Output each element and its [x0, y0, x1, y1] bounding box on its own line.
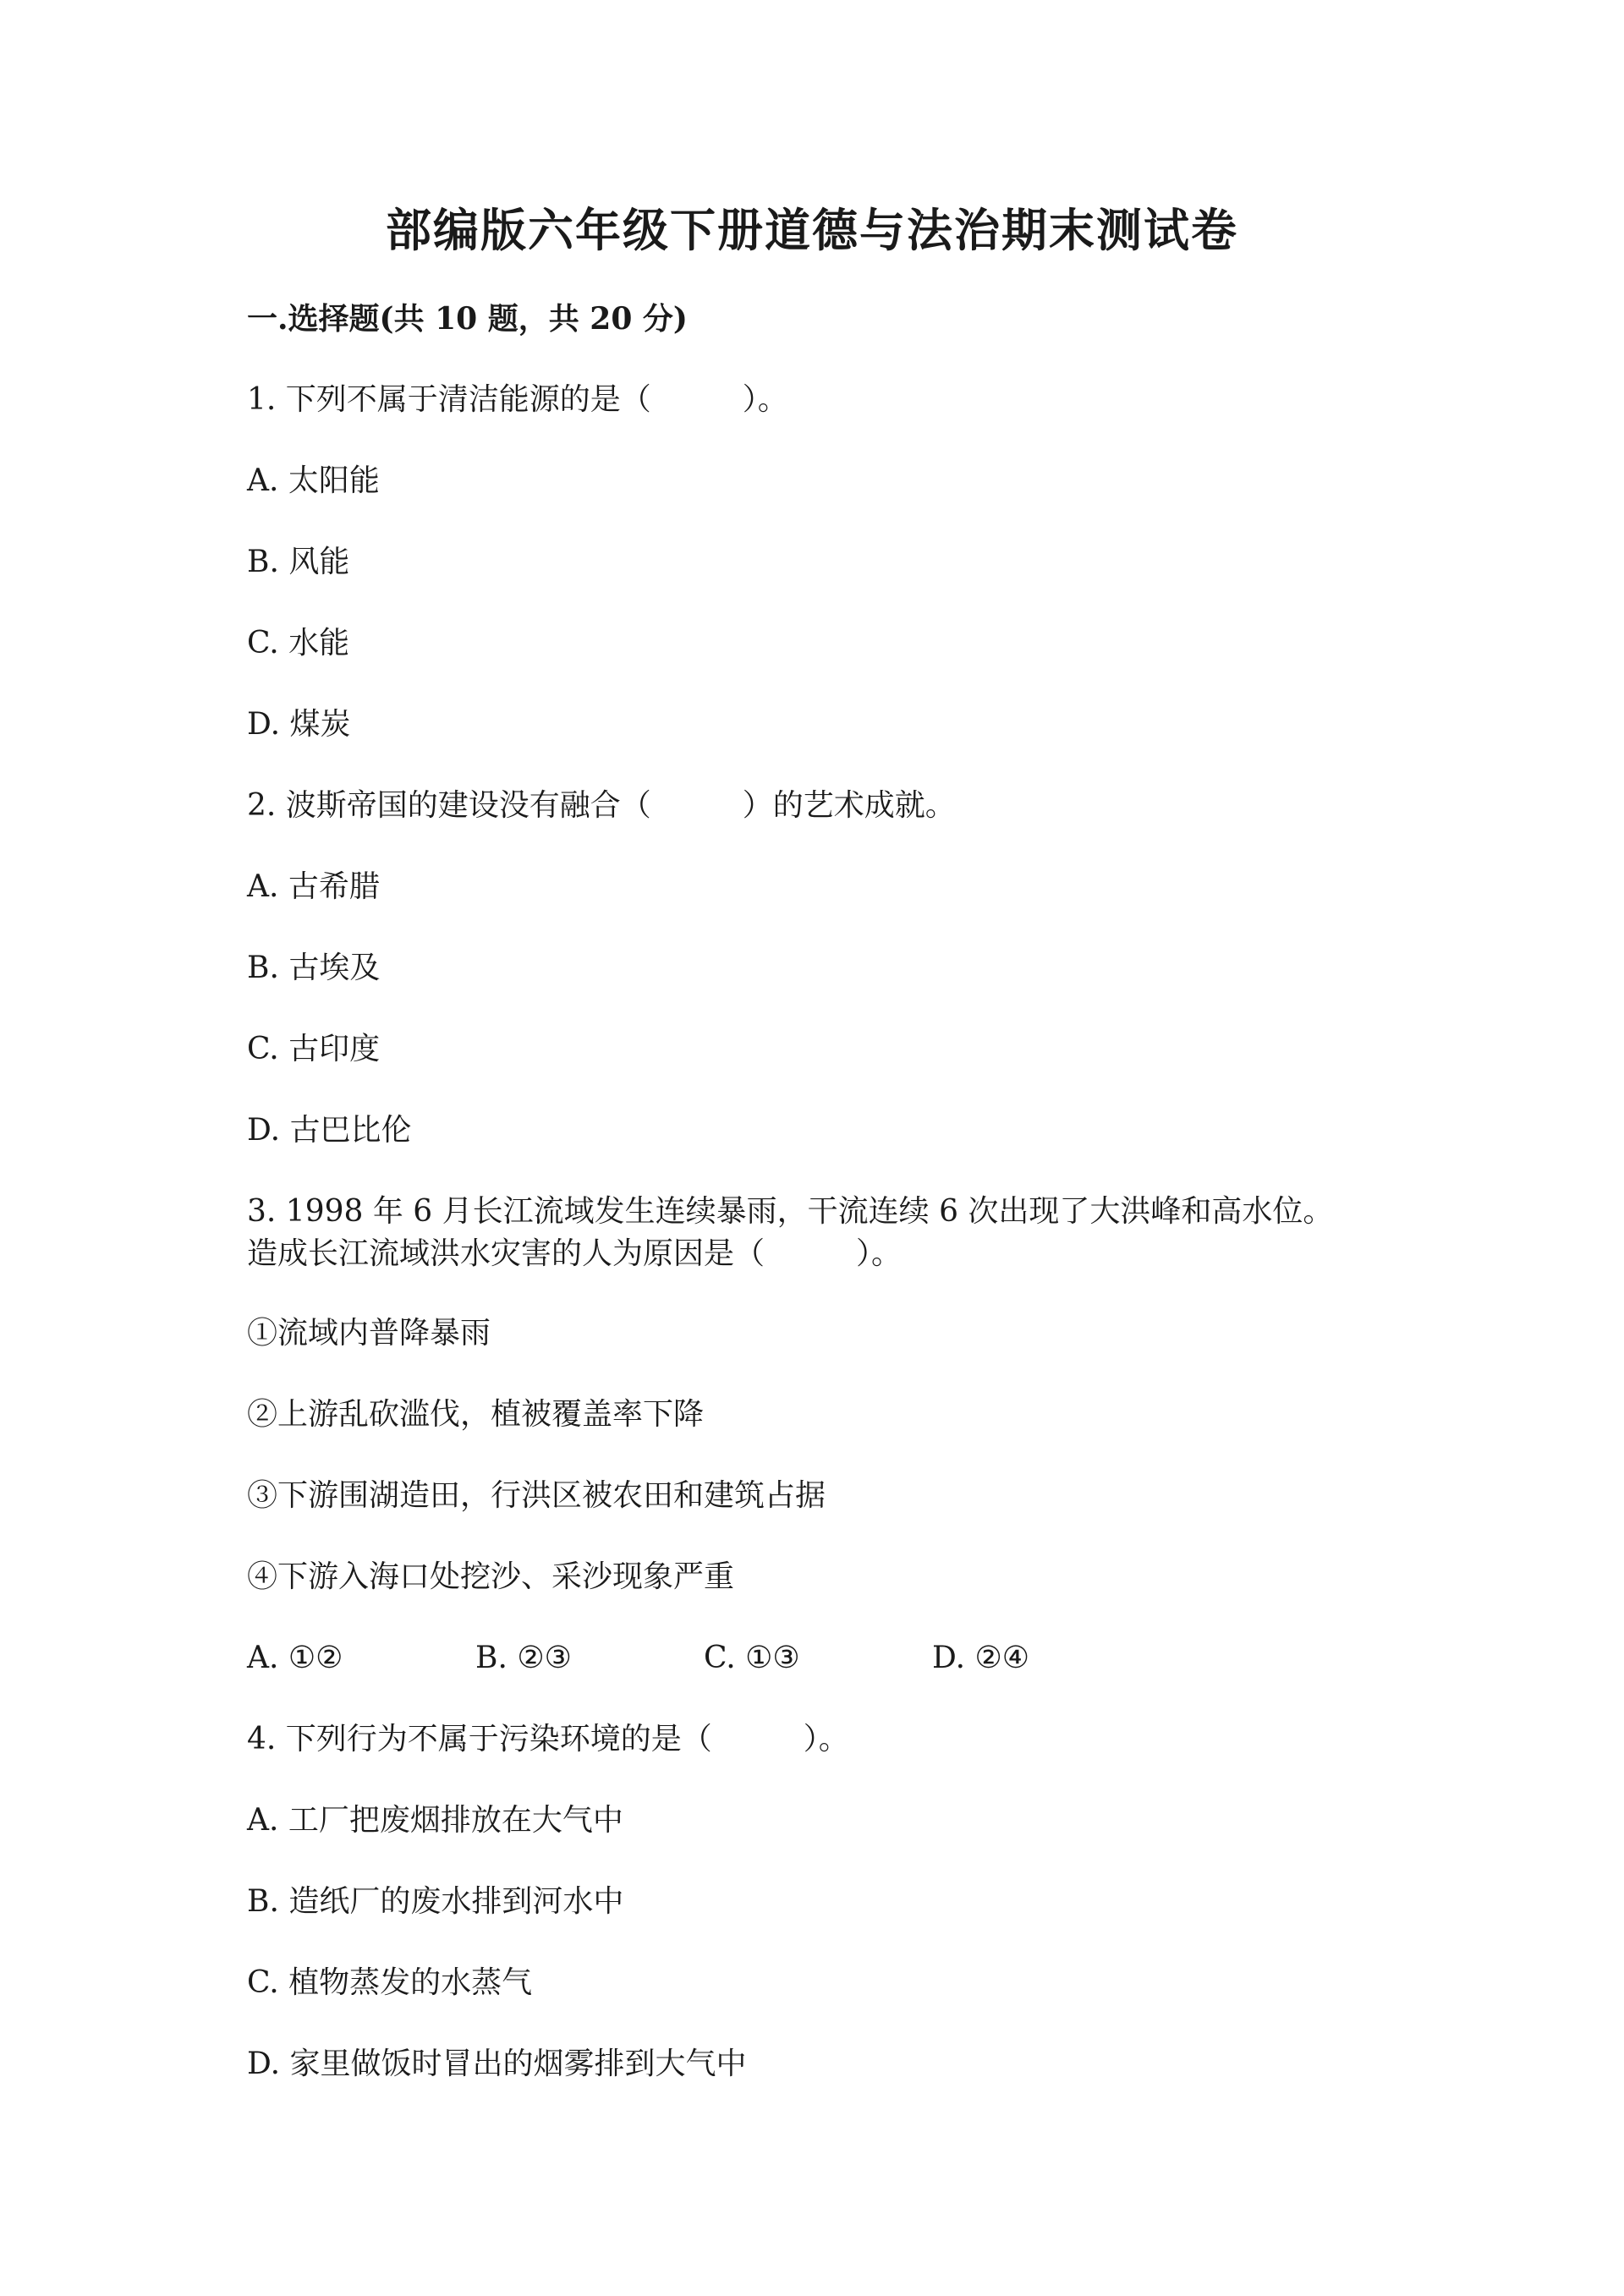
question-1-option-d: D. 煤炭: [247, 707, 351, 742]
question-2-option-d: D. 古巴比伦: [247, 1113, 412, 1148]
question-3-statement-3: ③下游围湖造田，行洪区被农田和建筑占据: [247, 1478, 826, 1513]
question-3-options: [247, 1637, 1431, 1680]
question-1-option-a: A. 太阳能: [247, 463, 380, 498]
section-heading: 一.选择题(共 10 题，共 20 分): [247, 301, 688, 337]
question-1-option-c: C. 水能: [247, 626, 350, 660]
question-4-option-b: B. 造纸厂的废水排到河水中: [247, 1884, 624, 1919]
question-3-option-b: B. ②③: [475, 1641, 572, 1675]
question-3-statement-4: ④下游入海口处挖沙、采沙现象严重: [247, 1559, 735, 1594]
question-3-option-a: A. ①②: [247, 1641, 343, 1675]
question-2-option-a: A. 古希腊: [247, 869, 380, 904]
question-1-stem: 1. 下列不属于清洁能源的是（ ）。: [247, 382, 788, 417]
question-4-option-a: A. 工厂把废烟排放在大气中: [247, 1803, 623, 1838]
question-3-option-d: D. ②④: [932, 1641, 1030, 1675]
question-2-option-b: B. 古埃及: [247, 951, 381, 985]
question-4-option-d: D. 家里做饭时冒出的烟雾排到大气中: [247, 2047, 747, 2081]
question-2-stem: 2. 波斯帝国的建设没有融合（ ）的艺术成就。: [247, 788, 956, 823]
question-3-statement-2: ②上游乱砍滥伐，植被覆盖率下降: [247, 1397, 705, 1432]
question-3-stem-line-2: 造成长江流域洪水灾害的人为原因是（ ）。: [247, 1236, 903, 1271]
question-4-stem: 4. 下列行为不属于污染环境的是（ ）。: [247, 1722, 849, 1756]
question-2-option-c: C. 古印度: [247, 1032, 381, 1066]
question-3-option-c: C. ①③: [704, 1641, 800, 1675]
page-title: 部编版六年级下册道德与法治期末测试卷: [386, 203, 1238, 257]
question-4-option-c: C. 植物蒸发的水蒸气: [247, 1965, 533, 2000]
question-3-stem-line-1: 3. 1998 年 6 月长江流域发生连续暴雨，干流连续 6 次出现了大洪峰和高水位。: [247, 1194, 1334, 1229]
question-3-statement-1: ①流域内普降暴雨: [247, 1316, 491, 1351]
question-1-option-b: B. 风能: [247, 545, 350, 579]
